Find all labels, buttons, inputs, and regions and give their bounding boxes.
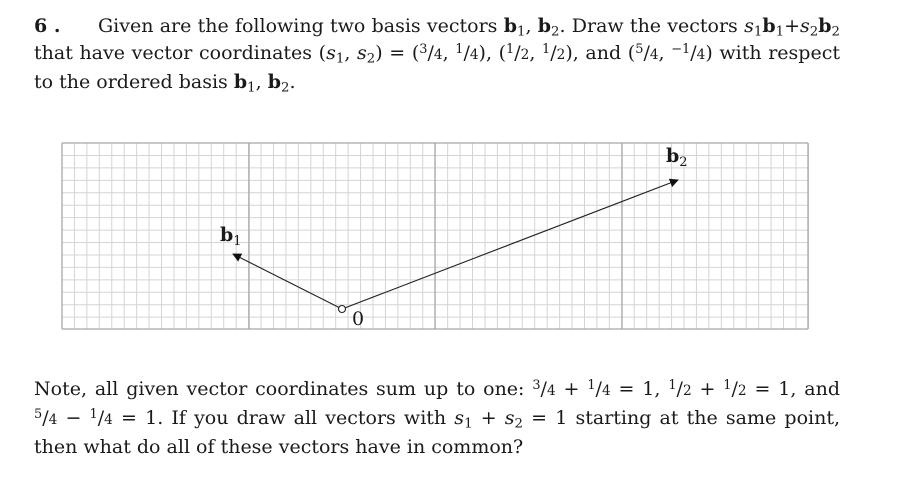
problem-number: 6 . <box>34 15 61 37</box>
sum-2: $^1$/2 + $^1$/2 = 1, and <box>668 378 841 400</box>
problem-statement: 6 . Given are the following two basis vectors $b_1$, $b_2$. Draw the vectors $s_1b_1+s_2b_2$ that have vector coordinates ($s_1$, $s_2) = (^3/4$, $^1$/4), ($^1$/2, $^1$/2), and ($^5$/4, $^{-1}$/4) with respect to the ordered basis $b_1$, $b_2$. <box>34 15 840 96</box>
subscript: 1 <box>464 416 473 432</box>
numerator: 1 <box>587 378 596 394</box>
coordinate-pair-3: ($^5$/4, $^{-1}$/4) <box>627 42 713 64</box>
subscript: 2 <box>514 416 523 432</box>
equals-text: = 1. <box>121 407 164 429</box>
vector-b1: b <box>233 71 248 93</box>
sum-3: $^5$/4 − $^1$/4 = 1. <box>34 407 164 429</box>
label-origin: 0 <box>352 308 365 330</box>
and-text: , and <box>572 42 622 64</box>
denominator: 2 <box>737 383 747 399</box>
numerator: 5 <box>34 407 43 423</box>
denominator: 4 <box>104 412 113 428</box>
sum-1: $^3$/4 + $^1$/4 = 1, <box>532 378 661 400</box>
subscript: 1 <box>775 24 785 40</box>
numerator: 1 <box>542 42 551 58</box>
coordinates-text: that have vector coordinates <box>34 42 313 64</box>
label-b1: $b_1$ <box>220 224 242 249</box>
ordered-basis-text: to the ordered basis <box>34 71 228 93</box>
numerator: 1 <box>89 407 98 423</box>
denominator: 4 <box>48 412 58 428</box>
scalar-s2: s <box>357 42 367 64</box>
note-question: then what do all of these vectors have in common? <box>34 436 524 458</box>
subscript: 2 <box>281 80 290 96</box>
numerator: 5 <box>635 42 644 58</box>
scalar-s2: s <box>800 15 810 37</box>
equals-text: = 1, and <box>754 378 841 400</box>
numerator: 1 <box>455 42 464 58</box>
respect-text: with respect <box>719 42 840 64</box>
equals-text: = 1, <box>618 378 661 400</box>
paren-equals: ) = <box>375 42 406 64</box>
denominator: 4 <box>546 383 556 399</box>
denominator: 4 <box>469 47 479 63</box>
subscript: 1 <box>335 51 345 67</box>
plus-sign: + <box>480 407 497 429</box>
equals-one: = 1 <box>531 407 568 429</box>
label-b2: $b_2$ <box>666 145 688 170</box>
origin-point <box>339 306 346 313</box>
comma: , <box>344 42 351 64</box>
scalar-s1: s <box>326 42 336 64</box>
denominator: 4 <box>649 47 659 63</box>
denominator: 2 <box>556 47 566 63</box>
scalar-s2: s <box>504 407 515 429</box>
vector-b1: b <box>503 15 517 37</box>
vector-b2: b <box>537 15 552 37</box>
problem-intro: Given are the following two basis vectors <box>98 15 498 37</box>
subscript: 2 <box>551 24 560 40</box>
vector-b2: b <box>818 15 832 37</box>
denominator: 4 <box>433 47 443 63</box>
note-condition-text: If you draw all vectors with <box>171 407 447 429</box>
denominator: 4 <box>696 47 706 63</box>
numerator: 1 <box>506 42 515 58</box>
subscript: 2 <box>831 24 840 40</box>
vector-b1: b <box>762 15 776 37</box>
subscript: 2 <box>366 51 376 67</box>
denominator: 4 <box>601 383 611 399</box>
subscript: 1 <box>753 24 763 40</box>
numerator: 1 <box>668 378 677 394</box>
subscript: 1 <box>516 24 526 40</box>
note-start-text: starting at the same point, <box>575 407 840 429</box>
subscript: 2 <box>809 24 819 40</box>
condition-expr <box>454 407 568 432</box>
numerator: 1 <box>723 378 732 394</box>
vector-b2: b <box>267 71 281 93</box>
numerator: 3 <box>419 42 428 58</box>
coordinate-pair-2: ($^1$/2, $^1$/2) <box>498 42 573 64</box>
plus-sign: + <box>784 15 800 37</box>
note-intro: Note, all given vector coordinates sum up to one: <box>34 378 525 400</box>
problem-draw-text: . Draw the vectors <box>559 15 738 37</box>
numerator: 3 <box>532 378 541 394</box>
scalar-s1: s <box>454 407 465 429</box>
scalar-s1: s <box>744 15 754 37</box>
note-paragraph <box>34 376 840 461</box>
denominator: 2 <box>520 47 530 63</box>
numerator: −1 <box>671 42 691 58</box>
paren: ( <box>318 42 327 64</box>
coordinate-pair-1: ($^3$/4, $^1$/4) <box>411 42 486 64</box>
denominator: 2 <box>682 383 692 399</box>
subscript: 1 <box>247 80 256 96</box>
